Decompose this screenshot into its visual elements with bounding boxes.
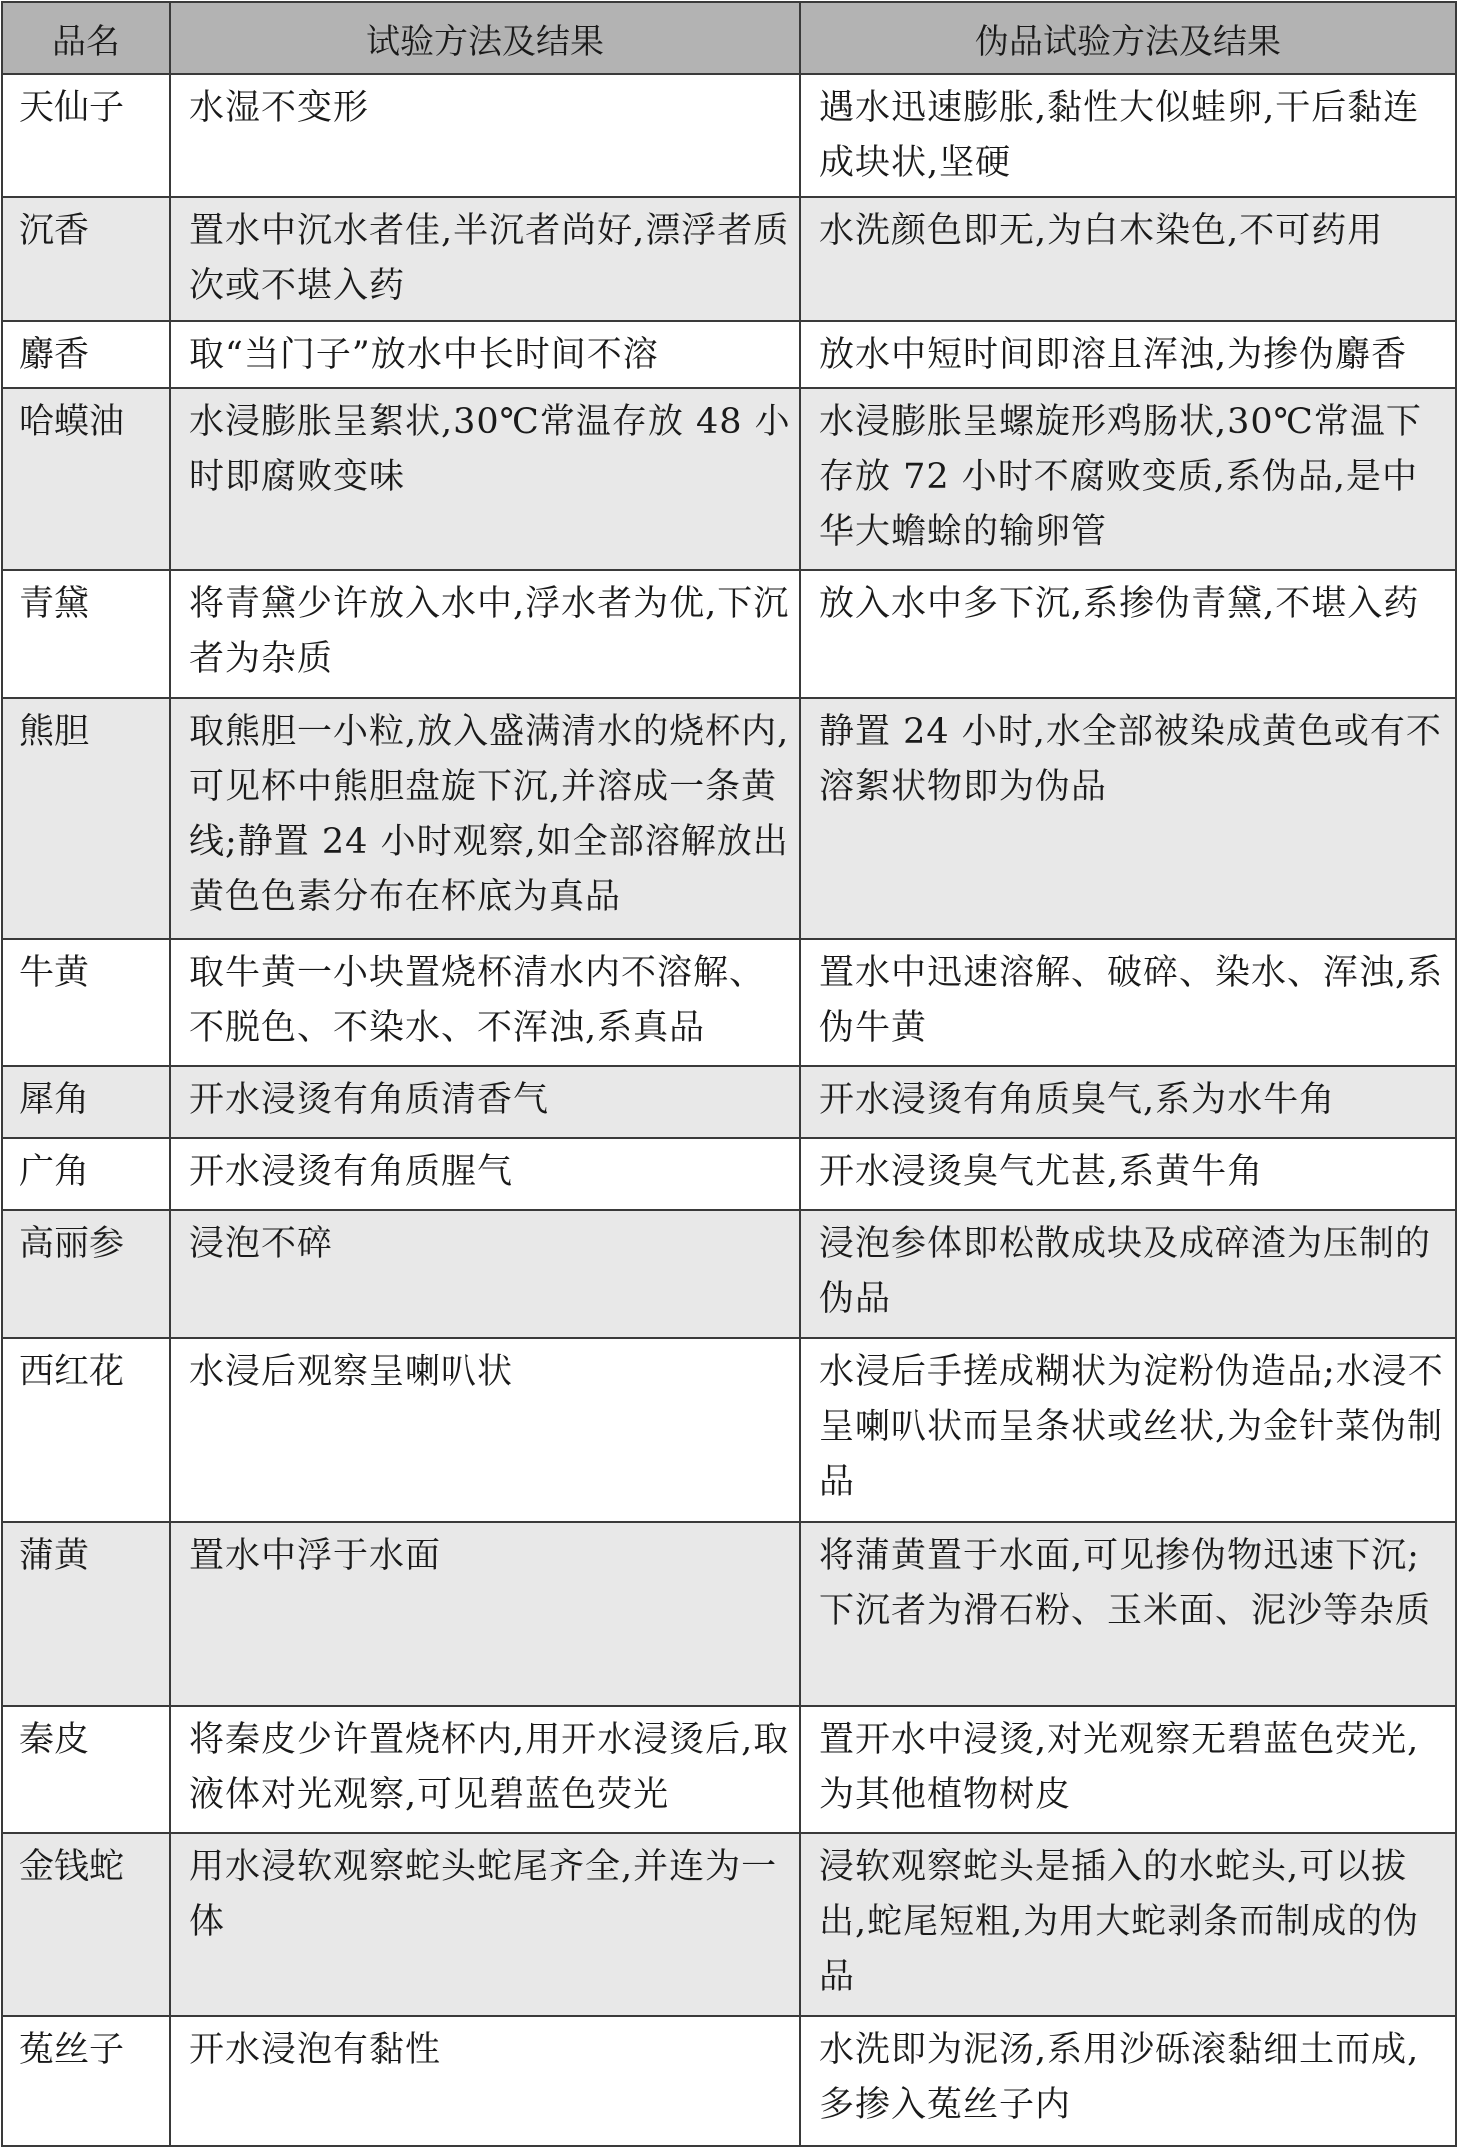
fake-test-method: 开水浸烫臭气尤甚,系黄牛角 <box>800 1138 1456 1210</box>
test-method: 浸泡不碎 <box>170 1210 800 1338</box>
fake-test-method: 放入水中多下沉,系掺伪青黛,不堪入药 <box>800 570 1456 697</box>
fake-test-method: 水洗即为泥汤,系用沙砾滚黏细土而成,多掺入菟丝子内 <box>800 2016 1456 2146</box>
fake-test-method: 水浸后手搓成糊状为淀粉伪造品;水浸不呈喇叭状而呈条状或丝状,为金针菜伪制品 <box>800 1338 1456 1522</box>
herb-name: 青黛 <box>2 570 170 697</box>
header-name: 品名 <box>2 2 170 74</box>
table-row <box>2 1338 1456 1522</box>
fake-test-method: 水洗颜色即无,为白木染色,不可药用 <box>800 197 1456 320</box>
test-method: 置水中沉水者佳,半沉者尚好,漂浮者质次或不堪入药 <box>170 197 800 320</box>
header-row <box>2 2 1456 74</box>
herb-name: 蒲黄 <box>2 1522 170 1706</box>
herb-name: 西红花 <box>2 1338 170 1522</box>
table-row <box>2 1522 1456 1706</box>
herb-name: 秦皮 <box>2 1706 170 1833</box>
herb-name: 麝香 <box>2 321 170 389</box>
test-method: 水浸后观察呈喇叭状 <box>170 1338 800 1522</box>
herb-name: 熊胆 <box>2 698 170 939</box>
table-row <box>2 570 1456 697</box>
test-method: 开水浸烫有角质腥气 <box>170 1138 800 1210</box>
header-method: 试验方法及结果 <box>170 2 800 74</box>
test-method: 水湿不变形 <box>170 74 800 197</box>
test-method: 开水浸泡有黏性 <box>170 2016 800 2146</box>
herb-name: 哈蟆油 <box>2 388 170 570</box>
herb-name: 天仙子 <box>2 74 170 197</box>
herb-name: 高丽参 <box>2 1210 170 1338</box>
herb-name: 广角 <box>2 1138 170 1210</box>
table-row <box>2 2016 1456 2146</box>
fake-test-method: 浸泡参体即松散成块及成碎渣为压制的伪品 <box>800 1210 1456 1338</box>
test-method: 将秦皮少许置烧杯内,用开水浸烫后,取液体对光观察,可见碧蓝色荧光 <box>170 1706 800 1833</box>
test-method: 水浸膨胀呈絮状,30℃常温存放 48 小时即腐败变味 <box>170 388 800 570</box>
table-row <box>2 698 1456 939</box>
fake-test-method: 开水浸烫有角质臭气,系为水牛角 <box>800 1066 1456 1138</box>
table-row <box>2 74 1456 197</box>
test-method: 置水中浮于水面 <box>170 1522 800 1706</box>
fake-test-method: 置开水中浸烫,对光观察无碧蓝色荧光,为其他植物树皮 <box>800 1706 1456 1833</box>
herb-name: 牛黄 <box>2 939 170 1066</box>
herb-test-table <box>1 1 1457 2147</box>
test-method: 取熊胆一小粒,放入盛满清水的烧杯内,可见杯中熊胆盘旋下沉,并溶成一条黄线;静置 24 小时观察,如全部溶解放出黄色色素分布在杯底为真品 <box>170 698 800 939</box>
table-row <box>2 197 1456 320</box>
test-method: 用水浸软观察蛇头蛇尾齐全,并连为一体 <box>170 1833 800 2016</box>
table-row <box>2 1138 1456 1210</box>
herb-name: 犀角 <box>2 1066 170 1138</box>
fake-test-method: 静置 24 小时,水全部被染成黄色或有不溶絮状物即为伪品 <box>800 698 1456 939</box>
table-row <box>2 1706 1456 1833</box>
herb-name: 沉香 <box>2 197 170 320</box>
table-row <box>2 939 1456 1066</box>
test-method: 取“当门子”放水中长时间不溶 <box>170 321 800 389</box>
test-method: 开水浸烫有角质清香气 <box>170 1066 800 1138</box>
fake-test-method: 放水中短时间即溶且浑浊,为掺伪麝香 <box>800 321 1456 389</box>
table-row <box>2 1066 1456 1138</box>
header-fake: 伪品试验方法及结果 <box>800 2 1456 74</box>
table-row <box>2 388 1456 570</box>
table-row <box>2 1210 1456 1338</box>
fake-test-method: 浸软观察蛇头是插入的水蛇头,可以拔出,蛇尾短粗,为用大蛇剥条而制成的伪品 <box>800 1833 1456 2016</box>
table-row <box>2 321 1456 389</box>
fake-test-method: 水浸膨胀呈螺旋形鸡肠状,30℃常温下存放 72 小时不腐败变质,系伪品,是中华大蟾蜍的输卵管 <box>800 388 1456 570</box>
herb-name: 菟丝子 <box>2 2016 170 2146</box>
fake-test-method: 将蒲黄置于水面,可见掺伪物迅速下沉;下沉者为滑石粉、玉米面、泥沙等杂质 <box>800 1522 1456 1706</box>
test-method: 将青黛少许放入水中,浮水者为优,下沉者为杂质 <box>170 570 800 697</box>
fake-test-method: 遇水迅速膨胀,黏性大似蛙卵,干后黏连成块状,坚硬 <box>800 74 1456 197</box>
herb-name: 金钱蛇 <box>2 1833 170 2016</box>
test-method: 取牛黄一小块置烧杯清水内不溶解、不脱色、不染水、不浑浊,系真品 <box>170 939 800 1066</box>
table-row <box>2 1833 1456 2016</box>
fake-test-method: 置水中迅速溶解、破碎、染水、浑浊,系伪牛黄 <box>800 939 1456 1066</box>
